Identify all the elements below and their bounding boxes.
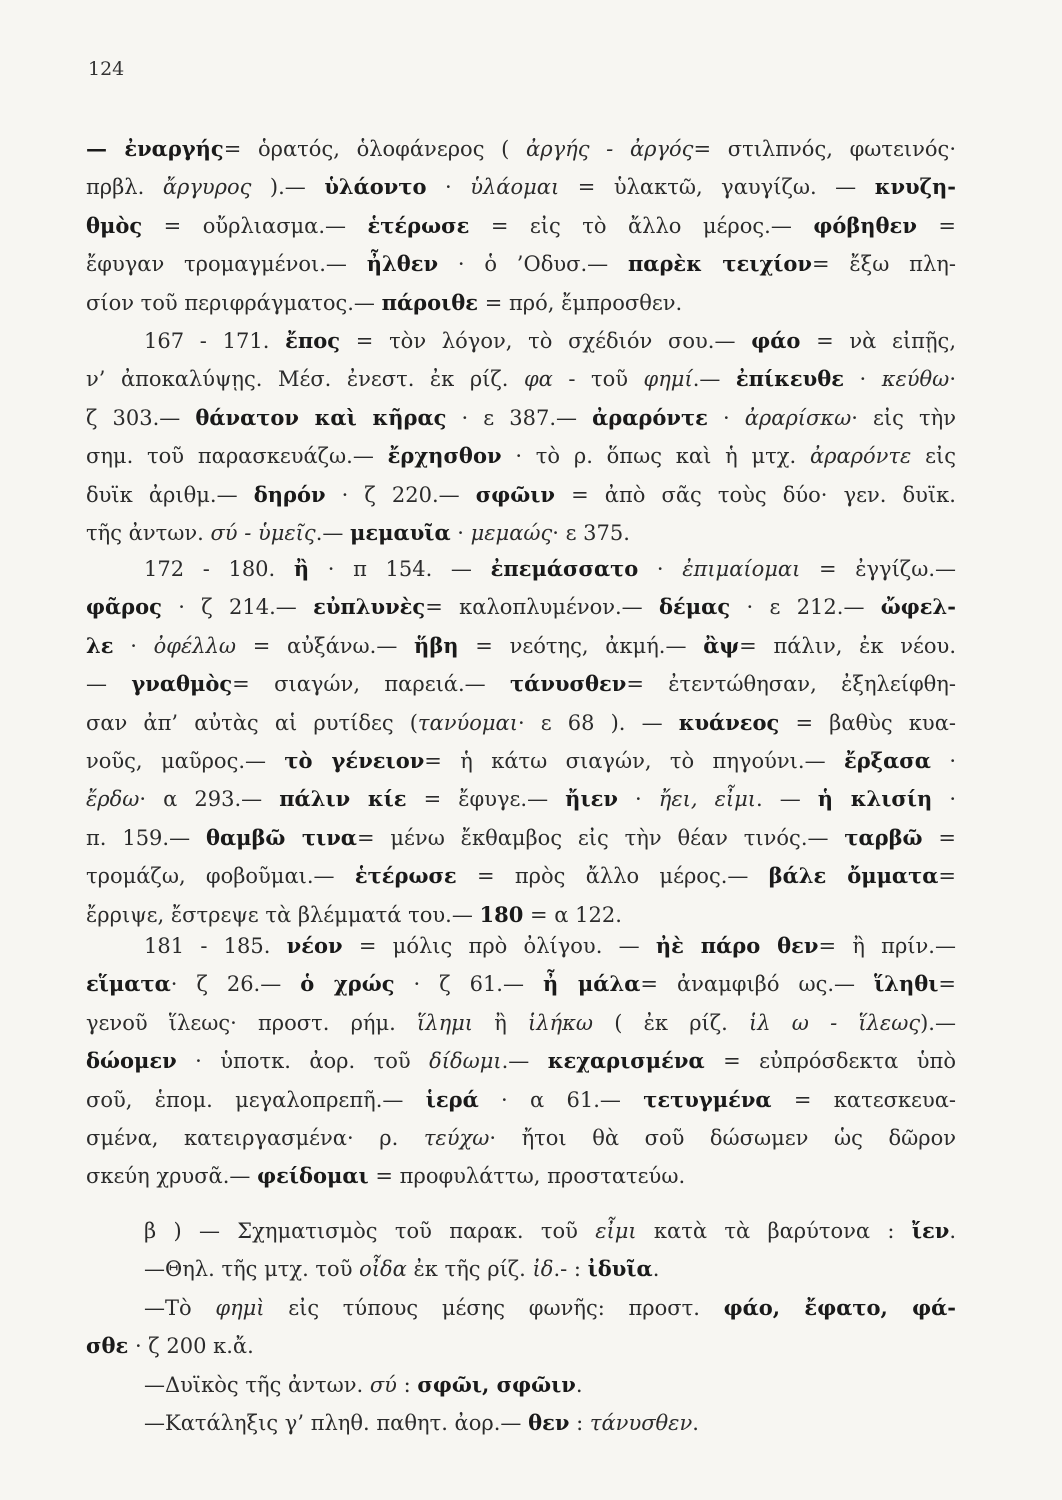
headword: ταρβῶ: [844, 824, 923, 850]
gloss-text: = εἰς τὸ ἄλλο μέρος.—: [469, 213, 814, 238]
gloss-text: ).—: [920, 1010, 956, 1035]
gloss-text: = μόλις πρὸ ὀλίγου. —: [342, 934, 656, 958]
text-line: [86, 857, 956, 895]
headword: — ἐναργής: [86, 136, 224, 161]
text-line: [86, 780, 956, 818]
headword: δέμας: [659, 594, 731, 620]
italic-term: ἱλ ω - ἵλεως: [749, 1010, 921, 1035]
gloss-text: .—: [692, 367, 736, 392]
text-line: [86, 168, 956, 206]
gloss-text: = μένω ἔκθαμβος εἰς τὴν θέαν τινός.—: [356, 825, 845, 850]
gloss-text: τῆς ἀντων.: [86, 520, 211, 545]
gloss-text: . —: [755, 787, 818, 812]
gloss-text: · α 293.—: [139, 787, 280, 812]
gloss-text: —Θηλ. τῆς μτχ. τοῦ: [144, 1257, 360, 1282]
gloss-text: :: [396, 1372, 418, 1397]
gloss-text: =: [938, 972, 956, 997]
gloss-text: ἔφυγαν τρομαγμένοι.—: [86, 252, 367, 277]
gloss-text: = βαθὺς κυα-: [779, 710, 956, 735]
italic-term: φα: [523, 367, 553, 392]
paragraph: [86, 130, 956, 322]
headword: παρὲκ τειχίον: [627, 251, 812, 277]
gloss-text: .: [692, 1410, 699, 1435]
headword: εἵματα: [86, 971, 171, 997]
headword: κνυζη-: [874, 174, 956, 200]
headword: ἡ κλισίη: [817, 786, 933, 812]
headword: φᾶρος: [86, 594, 162, 620]
italic-term: φημὶ: [215, 1295, 265, 1320]
gloss-text: = ἔφυγε.—: [406, 787, 566, 812]
headword: φόβηθεν: [813, 212, 917, 238]
text-line: [86, 130, 956, 168]
paragraph: [86, 927, 956, 1196]
headword: πάροιθε: [381, 289, 479, 315]
paragraph: [86, 322, 956, 552]
italic-term: εἶμι: [595, 1219, 637, 1243]
italic-term: σύ: [369, 1372, 397, 1397]
gloss-text: εἰς: [911, 444, 956, 469]
headword: ἑτέρωσε: [367, 212, 470, 238]
gloss-text: = κατεσκευα-: [771, 1087, 956, 1112]
gloss-text: πρβλ.: [86, 175, 163, 200]
headword: θαμβῶ τινα: [205, 824, 357, 850]
gloss-text: 167 - 171.: [144, 329, 286, 353]
headword: μεμαυῖα: [350, 519, 451, 545]
text-line: [86, 665, 956, 703]
headword: ἔπος: [285, 328, 341, 353]
headword: ἢ: [293, 556, 310, 581]
gloss-text: σοῦ, ἑπομ. μεγαλοπρεπῆ.—: [86, 1087, 426, 1112]
gloss-text: ἐκ τῆς ρίζ.: [406, 1257, 533, 1282]
gloss-text: τρομάζω, φοβοῦμαι.—: [86, 864, 355, 889]
text-line: [86, 819, 956, 857]
gloss-text: · ζ 26.—: [170, 972, 301, 997]
gloss-text: δυϊκ ἀριθμ.—: [86, 482, 254, 507]
headword: ἀραρόντε: [592, 404, 708, 430]
gloss-text: ·: [113, 633, 154, 658]
gloss-text: = αὐξάνω.—: [236, 633, 415, 658]
gloss-text: ζ 303.—: [86, 405, 196, 430]
gloss-text: —Κατάληξις γ’ πληθ. παθητ. ἀορ.—: [144, 1410, 529, 1435]
paragraph: [86, 1212, 956, 1442]
text-line: [86, 704, 956, 742]
headword: κυάνεος: [678, 709, 780, 735]
italic-term: μεμαώς: [470, 520, 553, 545]
gloss-text: = τὸν λόγον, τὸ σχέδιόν σου.—: [340, 329, 752, 353]
gloss-text: εἰς τύπους μέσης φωνῆς: προστ.: [264, 1295, 724, 1320]
gloss-text: · π 154. —: [309, 557, 491, 581]
text-line: [86, 322, 956, 360]
headword: θεν: [528, 1409, 570, 1435]
gloss-text: σαν ἀπ’ αὐτὰς αἱ ρυτίδες (: [86, 710, 418, 735]
headword: δηρόν: [253, 481, 326, 507]
gloss-text: = ἡ κάτω σιαγών, τὸ πηγούνι.—: [424, 748, 844, 773]
gloss-text: = οὔρλιασμα.—: [142, 213, 368, 238]
gloss-text: σκεύη χρυσᾶ.—: [86, 1164, 258, 1189]
text-line: [86, 245, 956, 283]
gloss-text: - τοῦ: [552, 367, 644, 392]
gloss-text: = ὁρατός, ὁλοφάνερος (: [223, 137, 527, 161]
headword: κεχαρισμένα: [547, 1048, 705, 1074]
gloss-text: · ε 212.—: [730, 595, 881, 620]
italic-term: τάνυσθεν: [589, 1410, 693, 1435]
gloss-text: ·: [450, 520, 471, 545]
gloss-text: ἔρριψε, ἔστρεψε τὰ βλέμματά του.—: [86, 902, 480, 927]
headword: βάλε ὄμματα: [768, 863, 939, 889]
headword: δώομεν: [86, 1048, 177, 1074]
text-line: [86, 1404, 956, 1442]
gloss-text: · α 61.—: [478, 1087, 644, 1112]
headword: νέον: [286, 933, 343, 958]
text-line: [86, 476, 956, 514]
gloss-text: —: [86, 672, 132, 697]
italic-term: ἤει, εἶμι: [658, 787, 756, 812]
headword: ἰδυῖα: [587, 1256, 653, 1282]
gloss-text: νοῦς, μαῦρος.—: [86, 748, 285, 773]
text-line: [86, 514, 956, 552]
gloss-text: .- :: [553, 1257, 588, 1282]
gloss-text: —Τὸ: [144, 1295, 216, 1320]
headword: εὐπλυνὲς: [313, 594, 426, 620]
gloss-text: ·: [930, 748, 956, 773]
gloss-text: = πρὸς ἄλλο μέρος.—: [456, 864, 769, 889]
gloss-text: · ε 387.—: [446, 405, 593, 430]
headword: ἔρχησθον: [387, 443, 502, 469]
text-line: [86, 1212, 956, 1250]
gloss-text: γενοῦ ἵλεως· προστ. ρήμ.: [86, 1010, 418, 1035]
headword: τετυγμένα: [643, 1086, 772, 1112]
text-line: [86, 927, 956, 965]
headword: θμὸς: [86, 212, 143, 238]
gloss-text: σίον τοῦ περιφράγματος.—: [86, 290, 382, 315]
gloss-text: =: [938, 864, 956, 889]
gloss-text: —Δυϊκὸς τῆς ἀντων.: [144, 1372, 370, 1397]
headword: ἵληθι: [874, 971, 939, 997]
gloss-text: · εἰς τὴν: [851, 405, 956, 430]
paragraph: [86, 550, 956, 934]
headword: γναθμὸς: [131, 671, 233, 697]
headword: ἤιεν: [565, 786, 618, 812]
headword: λε: [86, 632, 114, 658]
gloss-text: σμένα, κατειργασμένα· ρ.: [86, 1125, 424, 1150]
headword: ἑτέρωσε: [354, 863, 457, 889]
page-number: 124: [88, 58, 125, 80]
gloss-text: =: [922, 825, 956, 850]
gloss-text: = εὐπρόσδεκτα ὑπὸ: [704, 1049, 956, 1074]
gloss-text: ).—: [251, 175, 325, 200]
gloss-text: · ε 375.: [552, 520, 630, 545]
headword: φάο: [751, 328, 801, 353]
gloss-text: · ε 68 ). —: [517, 710, 679, 735]
text-line: [86, 1250, 956, 1288]
gloss-text: 172 - 180.: [144, 557, 294, 581]
headword: σθε: [86, 1333, 129, 1359]
gloss-text: ·: [844, 367, 882, 392]
gloss-text: = νὰ εἰπῇς,: [800, 329, 956, 353]
text-line: [86, 1327, 956, 1365]
gloss-text: .: [575, 1372, 583, 1397]
gloss-text: π. 159.—: [86, 825, 206, 850]
gloss-text: = ἀναμφιβό ως.—: [640, 972, 875, 997]
gloss-text: ·: [932, 787, 956, 812]
gloss-text: = ἐτεντώθησαν, ἐξηλείφθη-: [626, 672, 956, 697]
italic-term: ὑλάομαι: [470, 175, 560, 200]
gloss-text: ἢ: [473, 1010, 529, 1035]
gloss-text: .: [949, 1219, 956, 1243]
italic-term: ἄργυρος: [162, 175, 252, 200]
text-line: [86, 284, 956, 322]
headword: ἦ μάλα: [543, 971, 641, 997]
gloss-text: ·: [426, 175, 471, 200]
text-line: [86, 399, 956, 437]
headword: σφῶι, σφῶιν: [417, 1371, 576, 1397]
headword: σφῶιν: [475, 481, 555, 507]
gloss-text: · ζ 214.—: [161, 595, 314, 620]
headword: 180: [479, 901, 524, 927]
headword: ὁ χρώς: [300, 971, 395, 997]
italic-term: ἔρδω: [86, 787, 140, 812]
headword: φείδομαι: [257, 1163, 369, 1189]
gloss-text: = ἔξω πλη-: [812, 252, 956, 277]
gloss-text: = ἀπὸ σᾶς τοὺς δύο· γεν. δυϊκ.: [554, 482, 956, 507]
text-line: [86, 742, 956, 780]
headword: ἔρξασα: [843, 747, 931, 773]
headword: θάνατον καὶ κῆρας: [195, 404, 447, 430]
text-line: [86, 1289, 956, 1327]
gloss-text: · ζ 220.—: [325, 482, 476, 507]
italic-term: ἵλημι: [417, 1010, 474, 1035]
italic-term: οἶδα: [359, 1257, 407, 1282]
gloss-text: 181 - 185.: [144, 934, 287, 958]
gloss-text: = α 122.: [523, 902, 622, 927]
gloss-text: = στιλπνός, φωτεινός·: [693, 137, 956, 161]
gloss-text: = νεότης, ἀκμή.—: [458, 633, 704, 658]
text-line: [86, 207, 956, 245]
gloss-text: = πρό, ἔμπροσθεν.: [478, 290, 683, 315]
gloss-text: = πάλιν, ἐκ νέου.: [739, 633, 956, 658]
gloss-text: = καλοπλυμένον.—: [425, 595, 660, 620]
italic-term: ἱλήκω: [528, 1010, 594, 1035]
italic-term: ὀφέλλω: [153, 633, 236, 658]
gloss-text: · ζ 61.—: [394, 972, 544, 997]
headword: ὤφελ-: [880, 594, 956, 620]
headword: ἥβη: [414, 632, 459, 658]
italic-term: φημί: [643, 367, 693, 392]
gloss-text: · ὁ ’Οδυσ.—: [438, 252, 628, 277]
headword: ἠὲ πάρο θεν: [655, 933, 819, 958]
gloss-text: ( ἐκ ρίζ.: [593, 1010, 750, 1035]
headword: φάο, ἔφατο, φά-: [723, 1294, 956, 1320]
gloss-text: β ) — Σχηματισμὸς τοῦ παρακ. τοῦ: [144, 1219, 596, 1243]
gloss-text: · ἤτοι θὰ σοῦ δώσωμεν ὡς δῶρον: [489, 1125, 956, 1150]
text-line: [86, 1042, 956, 1080]
italic-term: ἀραρίσκω: [744, 405, 852, 430]
headword: ὑλάοντο: [324, 174, 427, 200]
text-line: [86, 1366, 956, 1404]
text-line: [86, 965, 956, 1003]
gloss-text: ·: [617, 787, 659, 812]
gloss-text: .—: [315, 520, 351, 545]
text-line: [86, 627, 956, 665]
gloss-text: = σιαγών, παρειά.—: [232, 672, 511, 697]
gloss-text: = προφυλάττω, προστατεύω.: [368, 1164, 686, 1189]
gloss-text: .: [652, 1257, 660, 1282]
italic-term: ἀργής - ἀργός: [526, 137, 694, 161]
text-line: [86, 550, 956, 588]
gloss-text: :: [569, 1410, 590, 1435]
gloss-text: ·: [707, 405, 745, 430]
gloss-text: · τὸ ρ. ὅπως καὶ ἡ μτχ.: [501, 444, 810, 469]
gloss-text: =: [916, 213, 956, 238]
gloss-text: ·: [949, 367, 956, 392]
text-line: [86, 437, 956, 475]
gloss-text: κατὰ τὰ βαρύτονα :: [636, 1219, 912, 1243]
gloss-text: = ἢ πρίν.—: [818, 934, 956, 958]
italic-term: κεύθω: [881, 367, 950, 392]
headword: πάλιν κίε: [279, 786, 407, 812]
gloss-text: = ὑλακτῶ, γαυγίζω. —: [559, 175, 875, 200]
gloss-text: ·: [638, 557, 683, 581]
italic-term: δίδωμι: [429, 1049, 502, 1074]
gloss-text: · ζ 200 κ.ἄ.: [128, 1334, 254, 1359]
text-line: [86, 588, 956, 626]
headword: τάνυσθεν: [510, 671, 627, 697]
italic-term: ἐπιμαίομαι: [682, 557, 801, 581]
text-line: [86, 360, 956, 398]
italic-term: ἰδ: [532, 1257, 554, 1282]
italic-term: τεύχω: [423, 1125, 490, 1150]
text-line: [86, 1081, 956, 1119]
headword: τὸ γένειον: [284, 747, 425, 773]
gloss-text: · ὑποτκ. ἀορ. τοῦ: [176, 1049, 430, 1074]
headword: ἐπίκευθε: [735, 366, 845, 392]
headword: ἂψ: [703, 632, 740, 658]
headword: ἴεν: [911, 1218, 950, 1243]
text-line: [86, 1157, 956, 1195]
italic-term: ἀραρόντε: [809, 444, 912, 469]
headword: ἱερά: [425, 1086, 479, 1112]
text-line: [86, 1119, 956, 1157]
gloss-text: .—: [501, 1049, 548, 1074]
headword: ἐπεμάσσατο: [490, 556, 639, 581]
headword: ἦλθεν: [366, 251, 439, 277]
gloss-text: σημ. τοῦ παρασκευάζω.—: [86, 444, 388, 469]
text-line: [86, 1004, 956, 1042]
italic-term: σύ - ὑμεῖς: [210, 520, 316, 545]
gloss-text: = ἐγγίζω.—: [800, 557, 956, 581]
italic-term: τανύομαι: [417, 710, 518, 735]
gloss-text: ν’ ἀποκαλύψῃς. Μέσ. ἐνεστ. ἐκ ρίζ.: [86, 367, 524, 392]
